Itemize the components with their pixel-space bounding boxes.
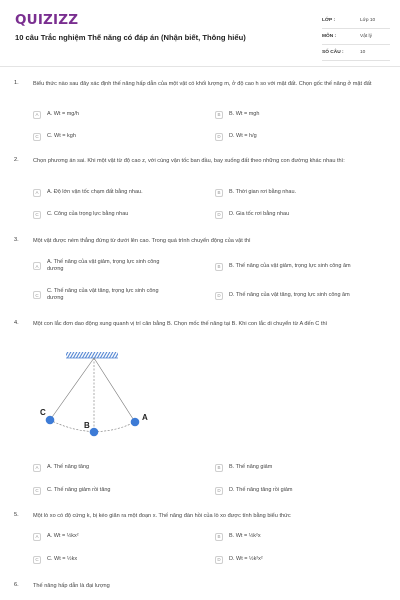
- meta-label: SỐ CÂU :: [322, 50, 344, 55]
- option-b[interactable]: [215, 186, 296, 199]
- question-text: Một vật được ném thẳng đứng từ dưới lên cao. Trong quá trình chuyển động của vật thì: [33, 238, 251, 244]
- option-c[interactable]: [33, 130, 76, 143]
- question-text: Một lò xo có độ cứng k, bị kéo giãn ra một đoạn x. Thế năng đàn hồi của lò xo được tính bằng biểu thức: [33, 513, 291, 519]
- option-text: B. Thế năng của vật giảm, trọng lực sinh công âm: [229, 263, 351, 269]
- option-text: C. Thế năng giảm rồi tăng: [47, 487, 111, 493]
- meta-value: Vật lý: [360, 34, 372, 39]
- option-b[interactable]: [215, 530, 261, 543]
- option-d[interactable]: [215, 289, 350, 302]
- ceiling-support: [66, 352, 118, 358]
- option-letter-box: D: [215, 133, 223, 141]
- option-letter-box: D: [215, 211, 223, 219]
- meta-value: 10: [360, 50, 366, 55]
- option-letter-box: C: [33, 211, 41, 219]
- label-b: B: [84, 421, 90, 430]
- option-letter-box: B: [215, 464, 223, 472]
- option-letter-box: A: [33, 111, 41, 119]
- option-text: B. Wt = mgh: [229, 111, 260, 117]
- option-text: D. Thế năng của vật tăng, trọng lực sinh công âm: [229, 292, 350, 298]
- bob-b: [90, 428, 99, 437]
- question-number: 4.: [14, 320, 19, 326]
- option-a[interactable]: [33, 256, 172, 276]
- option-letter-box: A: [33, 262, 41, 270]
- option-letter-box: A: [33, 533, 41, 541]
- option-letter-box: B: [215, 111, 223, 119]
- bob-a: [131, 418, 140, 427]
- option-a[interactable]: [33, 530, 79, 543]
- question-text: Chọn phương án sai. Khi một vật từ độ cao z, với cùng vận tốc ban đầu, bay xuống đất theo những con đường khác nhau thì:: [33, 158, 345, 164]
- option-letter-box: C: [33, 487, 41, 495]
- option-d[interactable]: [215, 484, 293, 497]
- meta-row-subject: [322, 29, 390, 45]
- option-text: B. Thế năng giảm: [229, 464, 273, 470]
- meta-value: Lớp 10: [360, 18, 376, 23]
- header-divider: [0, 66, 400, 67]
- meta-label: LỚP :: [322, 18, 336, 23]
- option-letter-box: A: [33, 189, 41, 197]
- option-text: A. Thế năng tăng: [47, 464, 90, 470]
- option-a[interactable]: [33, 186, 143, 199]
- option-text: C. Thế năng của vật tăng, trọng lực sinh công dương: [47, 288, 159, 301]
- option-a[interactable]: [33, 108, 79, 121]
- option-text: D. Thế năng tăng rồi giảm: [229, 487, 293, 493]
- option-text: A. Wt = ½kx²: [47, 533, 79, 539]
- question-text: Biểu thức nào sau đây xác định thế năng hấp dẫn của một vật có khối lượng m, ở độ cao h so với mặt đất. Chọn gốc thế năng ở mặt đất: [33, 81, 372, 87]
- bob-c: [46, 416, 55, 425]
- option-letter-box: C: [33, 291, 41, 299]
- option-letter-box: B: [215, 189, 223, 197]
- option-text: C. Wt = ½kx: [47, 556, 78, 562]
- option-b[interactable]: [215, 260, 351, 273]
- option-text: D. Wt = h/g: [229, 133, 257, 139]
- question-number: 1.: [14, 80, 19, 86]
- question-text: Thế năng hấp dẫn là đại lượng: [33, 583, 110, 589]
- option-c[interactable]: [33, 208, 128, 221]
- question-text: Một con lắc đơn dao động xung quanh vị trí cân bằng B. Chọn mốc thế năng tại B. Khi con lắc di chuyển từ A đến C thì: [33, 321, 328, 327]
- meta-row-class: [322, 13, 390, 29]
- option-letter-box: D: [215, 292, 223, 300]
- option-b[interactable]: [215, 108, 259, 121]
- label-c: C: [40, 408, 46, 417]
- option-letter-box: C: [33, 133, 41, 141]
- option-text: C. Công của trọng lực bằng nhau: [47, 211, 129, 217]
- option-letter-box: B: [215, 533, 223, 541]
- meta-label: MÔN :: [322, 34, 337, 39]
- question-number: 3.: [14, 237, 19, 243]
- option-text: C. Wt = kgh: [47, 133, 76, 139]
- option-letter-box: A: [33, 464, 41, 472]
- option-letter-box: D: [215, 556, 223, 564]
- option-letter-box: B: [215, 263, 223, 271]
- option-c[interactable]: [33, 553, 77, 566]
- option-b[interactable]: [215, 461, 272, 474]
- option-d[interactable]: [215, 553, 263, 566]
- option-d[interactable]: [215, 130, 257, 143]
- page-title: 10 câu Trắc nghiệm Thế năng có đáp án (Nhận biết, Thông hiểu): [15, 33, 246, 42]
- option-text: A. Thế năng của vật giảm, trọng lực sinh công dương: [47, 259, 160, 272]
- option-letter-box: C: [33, 556, 41, 564]
- question-number: 2.: [14, 157, 19, 163]
- option-text: B. Wt = ½k²x: [229, 533, 261, 539]
- option-text: D. Wt = ½k²x²: [229, 556, 263, 562]
- meta-row-count: [322, 45, 390, 61]
- question-number: 5.: [14, 512, 19, 518]
- option-text: A. Wt = mg/h: [47, 111, 79, 117]
- option-letter-box: D: [215, 487, 223, 495]
- option-text: D. Gia tốc rơi bằng nhau: [229, 211, 290, 217]
- option-a[interactable]: [33, 461, 89, 474]
- pendulum-string-c: [50, 358, 94, 420]
- option-c[interactable]: [33, 484, 111, 497]
- quizizz-logo[interactable]: QUIZIZZ: [15, 12, 79, 28]
- label-a: A: [142, 413, 148, 422]
- option-c[interactable]: [33, 285, 172, 305]
- option-text: B. Thời gian rơi bằng nhau.: [229, 189, 297, 195]
- option-d[interactable]: [215, 208, 289, 221]
- option-text: A. Độ lớn vận tốc chạm đất bằng nhau.: [47, 189, 143, 195]
- meta-table: [322, 13, 390, 61]
- pendulum-string-a: [94, 358, 135, 422]
- document-header: [0, 0, 400, 64]
- question-number: 6.: [14, 582, 19, 588]
- pendulum-figure: [38, 350, 168, 445]
